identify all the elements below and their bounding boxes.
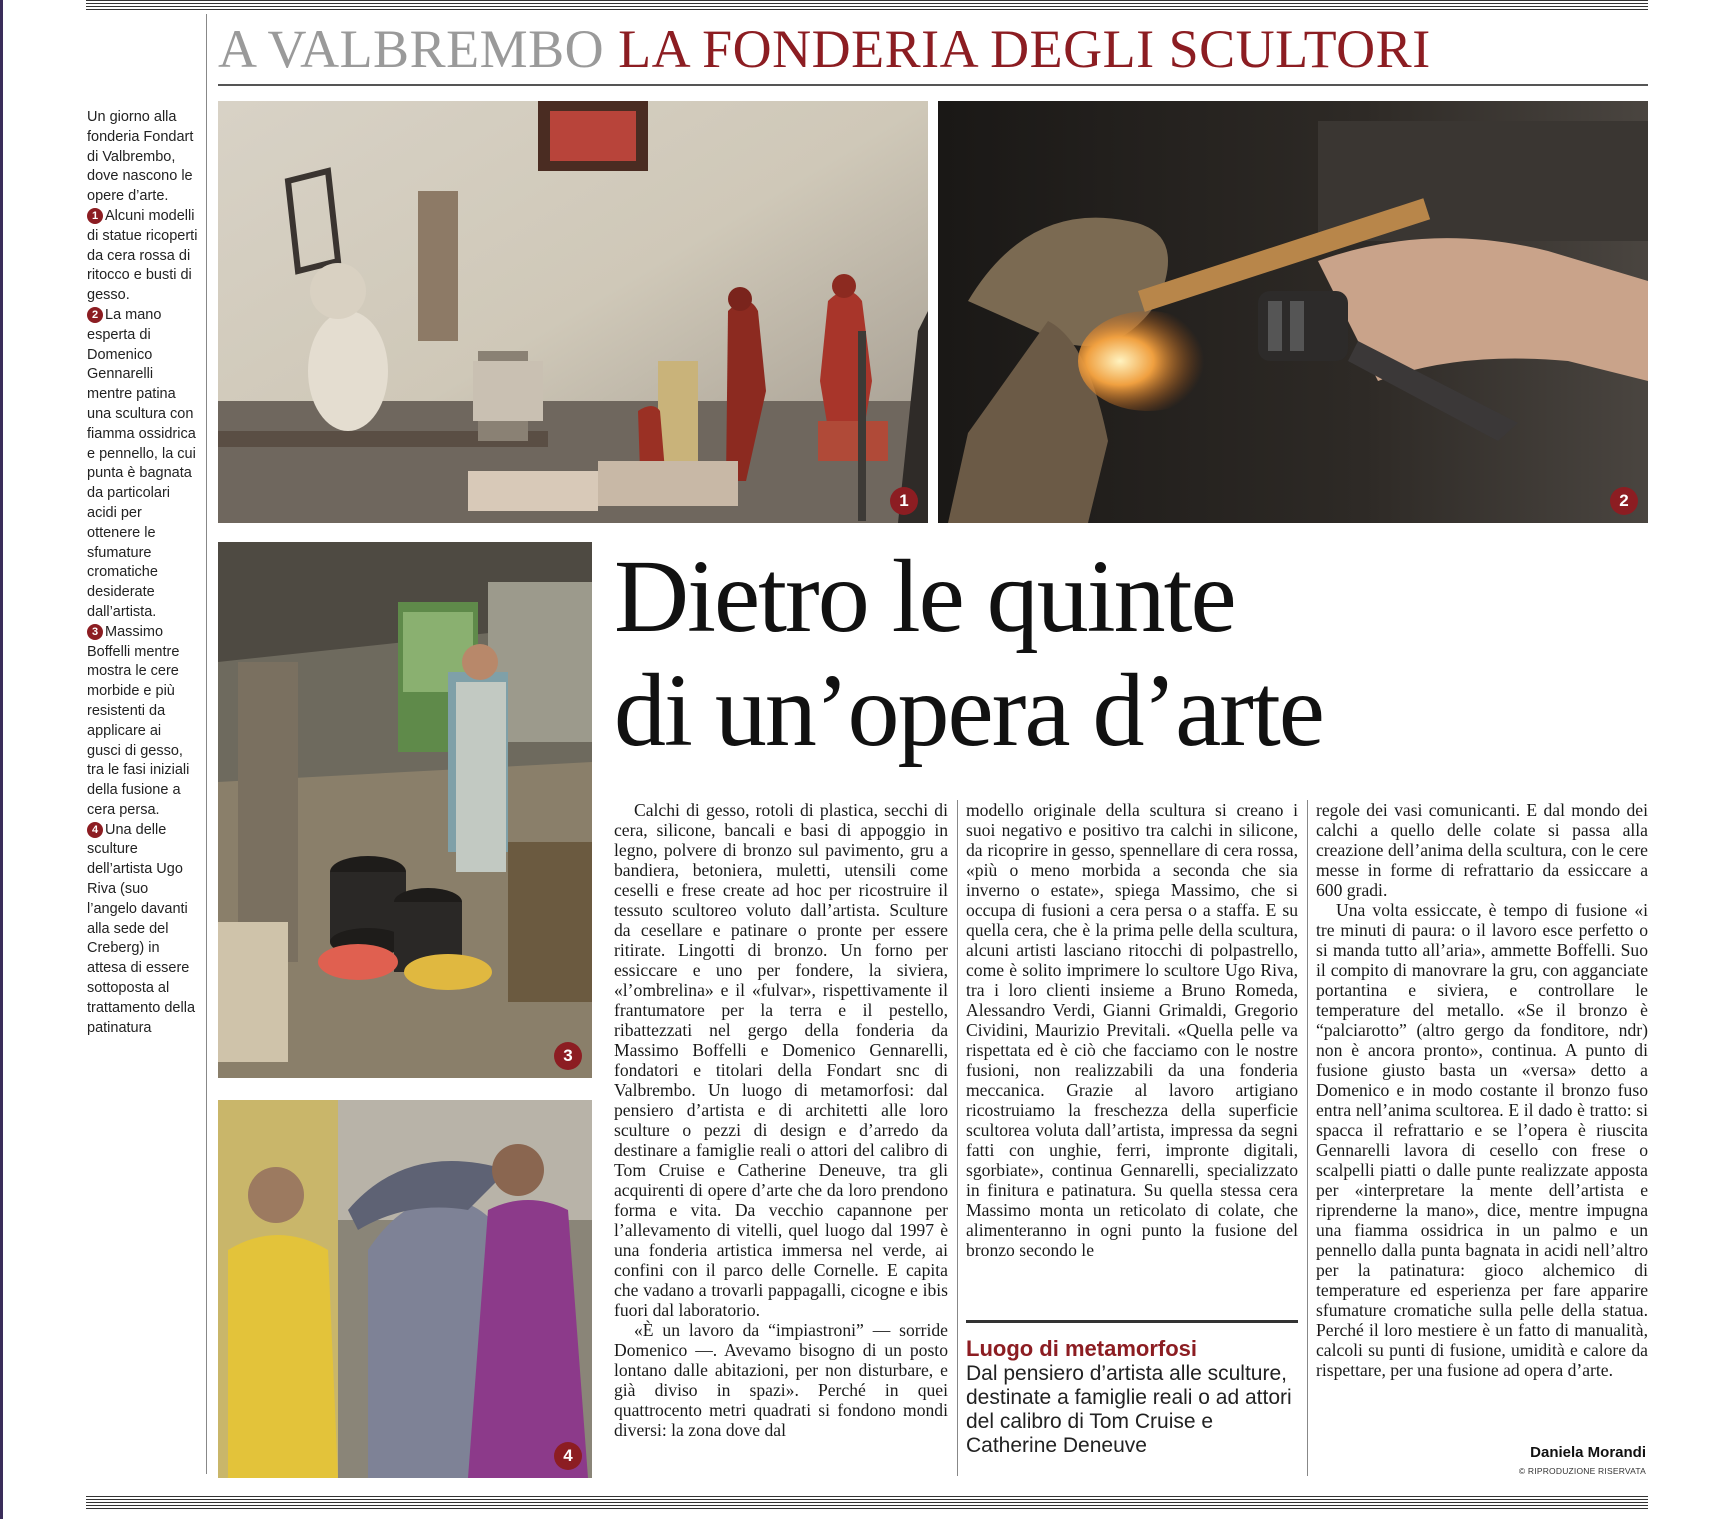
caption-number-badge: 4 bbox=[87, 822, 103, 838]
torch-patina-image bbox=[938, 101, 1648, 523]
caption-item bbox=[87, 821, 199, 1039]
caption-item bbox=[87, 306, 199, 623]
photo-angel-sculpture bbox=[218, 1100, 592, 1478]
copyright-notice: © RIPRODUZIONE RISERVATA bbox=[1518, 1466, 1646, 1476]
article-paragraph: modello originale della scultura si creano i suoi negativo e positivo tra calchi in silicone, da ricoprire in gesso, spennellare di cera rossa, «più o meno morbida a seconda che sia inverno o estate», spiega Massimo, che si occupa di fusioni a cera persa o a staffa. E su quella cera, che è la prima pelle della scultura, alcuni artisti lasciano ritocchi di polpastrello, come è solito imprimere lo scultore Ugo Riva, tra i loro clienti insieme a Bruno Romeda, Alessandro Verdi, Gianni Grimaldi, Gregorio Cividini, Maurizio Previtali. «Quella pelle va rispettata ed è ciò che facciamo con le nostre fusioni, non realizzabili da una fonderia meccanica. Grazie al lavoro artigiano ricostruiamo la freschezza della superficie scultorea voluta dall’artista, impressa da segni fatti con unghie, ferri, impronte digitali, sgorbiate», continua Gennarelli, specializzato in finitura e patinatura. Su quella stessa cera Massimo monta un reticolato di colate, che alimenteranno in ogni punto la fusione del bronzo secondo le bbox=[966, 800, 1298, 1260]
photo-number-badge: 3 bbox=[554, 1042, 582, 1070]
caption-intro: Un giorno alla fonderia Fondart di Valbrembo, dove nascono le opere d’arte. bbox=[87, 109, 194, 205]
caption-number-badge: 2 bbox=[87, 307, 103, 323]
column-divider bbox=[957, 800, 958, 1476]
page-edge-bar bbox=[0, 0, 3, 1519]
kicker-rule bbox=[218, 84, 1648, 86]
foundry-worker-image bbox=[218, 542, 592, 1078]
bottom-rules bbox=[86, 1496, 1648, 1510]
caption-number-badge: 1 bbox=[87, 208, 103, 224]
article-paragraph: «È un lavoro da “impiastroni” — sorride Domenico —. Avevamo bisogno di un posto lontano dalle abitazioni, per non disturbare, e già diviso in spazi». Perché in quei quattrocento metri quadrati si fondono mondi diversi: la zona dove dal bbox=[614, 1320, 948, 1440]
article-column-1 bbox=[614, 800, 948, 1440]
photo-number-badge: 1 bbox=[890, 487, 918, 515]
headline-line-2: di un’opera d’arte bbox=[614, 653, 1323, 768]
photo-workshop-statues bbox=[218, 101, 928, 523]
article-paragraph: regole dei vasi comunicanti. E dal mondo dei calchi a quello delle colate si passa alla creazione dell’anima della scultura, con le cere messe in forme di refrattario da essiccare a 600 gradi. bbox=[1316, 800, 1648, 900]
caption-text: Massimo Boffelli mentre mostra le cere morbide e più resistenti da applicare ai gusci di gesso, tra le fasi iniziali della fusione a cera persa. bbox=[87, 623, 190, 818]
pullquote-title: Luogo di metamorfosi bbox=[966, 1336, 1197, 1361]
photo-number-badge: 4 bbox=[554, 1442, 582, 1470]
angel-sculpture-image bbox=[218, 1100, 592, 1478]
caption-text: Alcuni modelli di statue ricoperti da cera rossa di ritocco e busti di gesso. bbox=[87, 207, 198, 304]
headline-line-1: Dietro le quinte bbox=[614, 539, 1235, 654]
kicker-title: LA FONDERIA DEGLI SCULTORI bbox=[618, 19, 1431, 79]
article-paragraph: Una volta essiccate, è tempo di fusione «i tre minuti di paura: o il lavoro esce perfetto o si manda tutto all’aria», ammette Boffelli. Suo il compito di manovrare la gru, con agganciate portantina e siviera, e controllare le temperature del metallo. «Se il bronzo è “palciarotto” (altro gergo da fonditore, ndr) non è ancora pronto», continua. A punto di fusione giusto basta un «versa» detto a Domenico e in modo costante il bronzo fuso entra nell’anima scultorea. E il dado è tratto: si spacca il refrattario e se l’opera è riuscita Gennarelli lavora di cesello con frese o scalpelli piatti o dalle punte realizzate apposta per «interpretare la mente dell’artista e riprenderne la mano», dice, mentre impugna una fiamma ossidrica in un palmo e un pennello dalla punta bagnata in acidi nell’altro per la patinatura: gioco alchemico di temperature ed esperienza per fare apparire sfumature cromatiche sulla pelle della statua. Perché il loro mestiere è un fatto di manualità, calcoli su punti di fusione, umidità e calore da rispettare, per una fusione ad opera d’arte. bbox=[1316, 900, 1648, 1380]
photo-captions bbox=[87, 108, 199, 1038]
article-paragraph: Calchi di gesso, rotoli di plastica, secchi di cera, silicone, bancali e basi di appoggio in legno, polvere di bronzo sul pavimento, gru a bandiera, betoniera, muletti, utensili come ceselli e frese create ad hoc per ricostruire il tessuto scultoreo voluto dall’artista. Sculture da cesellare e patinare o pronte per essere ritirate. Lingotti di bronzo. Un forno per essiccare e uno per fondere, la siviera, «l’ombrelina» e il «fulvar», rispettivamente il frantumatore per la terra e il pestello, ribattezzati nel gergo della fonderia da Massimo Boffelli e Domenico Gennarelli, fondatori e titolari della Fondart snc di Valbrembo. Un luogo di metamorfosi: dal pensiero d’artista e di architetti alle loro sculture o pezzi di design e d’arredo da destinare a famiglie reali o attori del calibro di Tom Cruise e Catherine Deneuve, tra gli acquirenti di opere d’arte che da loro prendono forma e vita. Da vecchio capannone per l’allevamento di vitelli, quel luogo dal 1997 è una fonderia artistica immersa nel verde, ai confini con il parco delle Cornelle. E capita che vadano a trovarli pappagalli, cicogne e ibis fuori dal laboratorio. bbox=[614, 800, 948, 1320]
photo-number-badge: 2 bbox=[1610, 487, 1638, 515]
article-column-2 bbox=[966, 800, 1298, 1260]
caption-item bbox=[87, 623, 199, 821]
pullquote-rule bbox=[966, 1320, 1298, 1323]
caption-divider bbox=[206, 14, 207, 1474]
byline-author: Daniela Morandi bbox=[1530, 1444, 1646, 1461]
article-headline bbox=[614, 540, 1648, 768]
caption-text: Una delle sculture dell’artista Ugo Riva (suo l’angelo davanti alla sede del Creberg) in attesa di essere sottoposta al trattamento della patinatura bbox=[87, 821, 196, 1036]
photo-foundry-worker bbox=[218, 542, 592, 1078]
article-column-3 bbox=[1316, 800, 1648, 1380]
pullquote-text: Dal pensiero d’artista alle sculture, destinate a famiglie reali o ad attori del calibro di Tom Cruise e Catherine Deneuve bbox=[966, 1362, 1292, 1457]
pullquote bbox=[966, 1336, 1298, 1458]
workshop-statues-image bbox=[218, 101, 928, 523]
kicker-place: A VALBREMBO bbox=[218, 19, 605, 79]
photo-torch-patina bbox=[938, 101, 1648, 523]
caption-number-badge: 3 bbox=[87, 624, 103, 640]
column-divider bbox=[1307, 800, 1308, 1476]
caption-item bbox=[87, 207, 199, 306]
top-rules bbox=[86, 0, 1648, 10]
caption-text: La mano esperta di Domenico Gennarelli mentre patina una scultura con fiamma ossidrica e pennello, la cui punta è bagnata da particolari acidi per ottenere le sfumature cromatiche desiderate dall’artista. bbox=[87, 306, 196, 620]
kicker-headline bbox=[218, 14, 1648, 84]
